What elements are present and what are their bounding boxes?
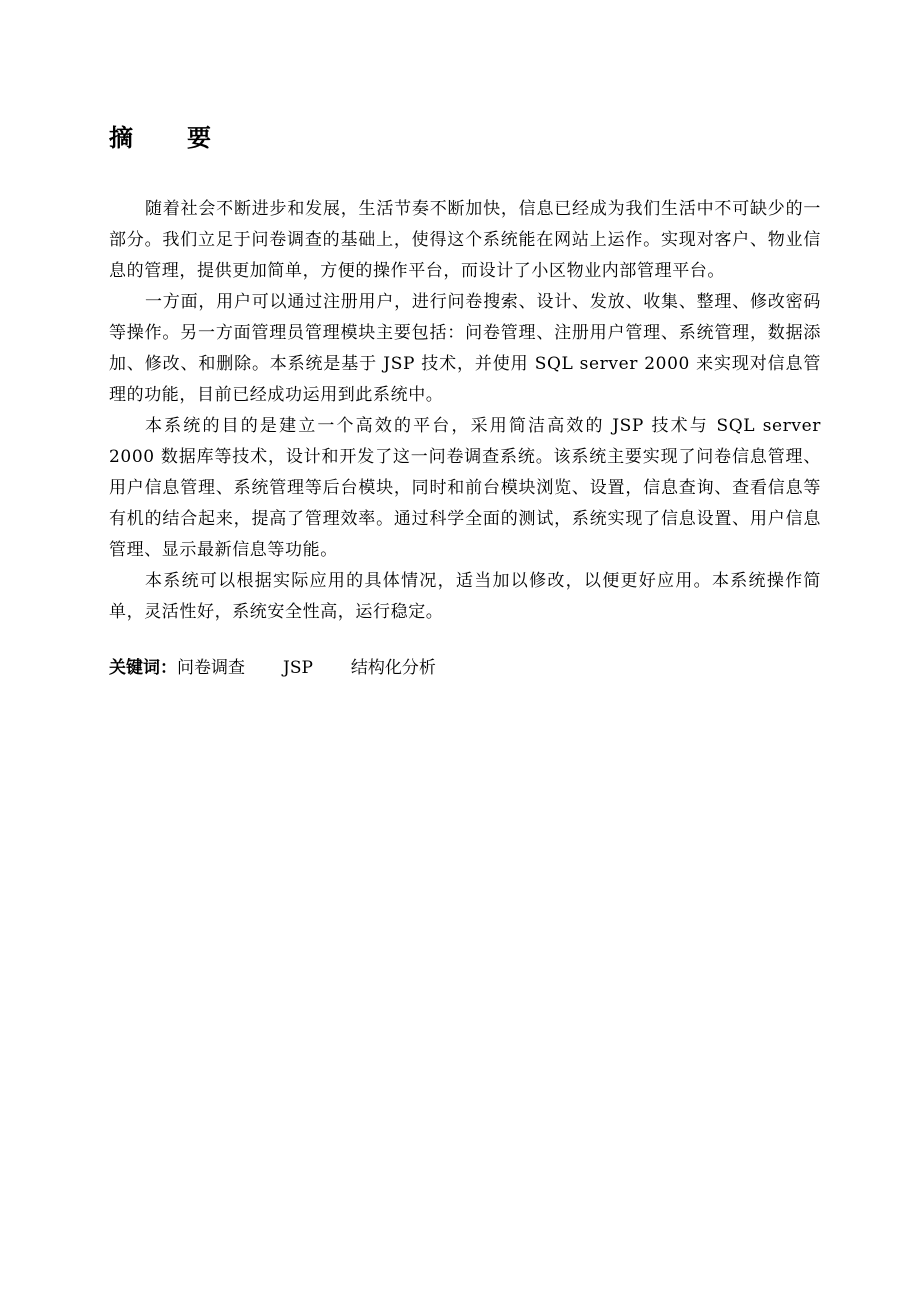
abstract-paragraph-2: 一方面，用户可以通过注册用户，进行问卷搜索、设计、发放、收集、整理、修改密码等操作。另一方面管理员管理模块主要包括：问卷管理、注册用户管理、系统管理，数据添加、修改、和删除。本系统是基于 JSP 技术，并使用 SQL server 2000 来实现对信息管理的功能，目前已经成功运用到此系统中。 <box>109 292 821 405</box>
keywords-label: 关键词： <box>109 658 177 678</box>
abstract-paragraph-3: 本系统的目的是建立一个高效的平台，采用简洁高效的 JSP 技术与 SQL server 2000 数据库等技术，设计和开发了这一问卷调查系统。该系统主要实现了问卷信息管理、用户信息管理、系统管理等后台模块，同时和前台模块浏览、设置，信息查询、查看信息等有机的结合起来，提高了管理效率。通过科学全面的测试，系统实现了信息设置、用户信息管理、显示最新信息等功能。 <box>109 416 821 560</box>
keyword-item: 问卷调查 <box>177 658 245 678</box>
abstract-paragraph-1: 随着社会不断进步和发展，生活节奏不断加快，信息已经成为我们生活中不可缺少的一部分。我们立足于问卷调查的基础上，使得这个系统能在网站上运作。实现对客户、物业信息的管理，提供更加简单，方便的操作平台，而设计了小区物业内部管理平台。 <box>109 199 821 281</box>
keywords-line <box>109 653 436 684</box>
abstract-paragraph-4: 本系统可以根据实际应用的具体情况，适当加以修改，以便更好应用。本系统操作简单，灵活性好，系统安全性高，运行稳定。 <box>109 571 821 622</box>
keyword-item: 结构化分析 <box>350 658 436 678</box>
abstract-title: 摘要 <box>109 124 265 152</box>
abstract-body <box>109 194 821 628</box>
keyword-item: JSP <box>283 658 313 678</box>
